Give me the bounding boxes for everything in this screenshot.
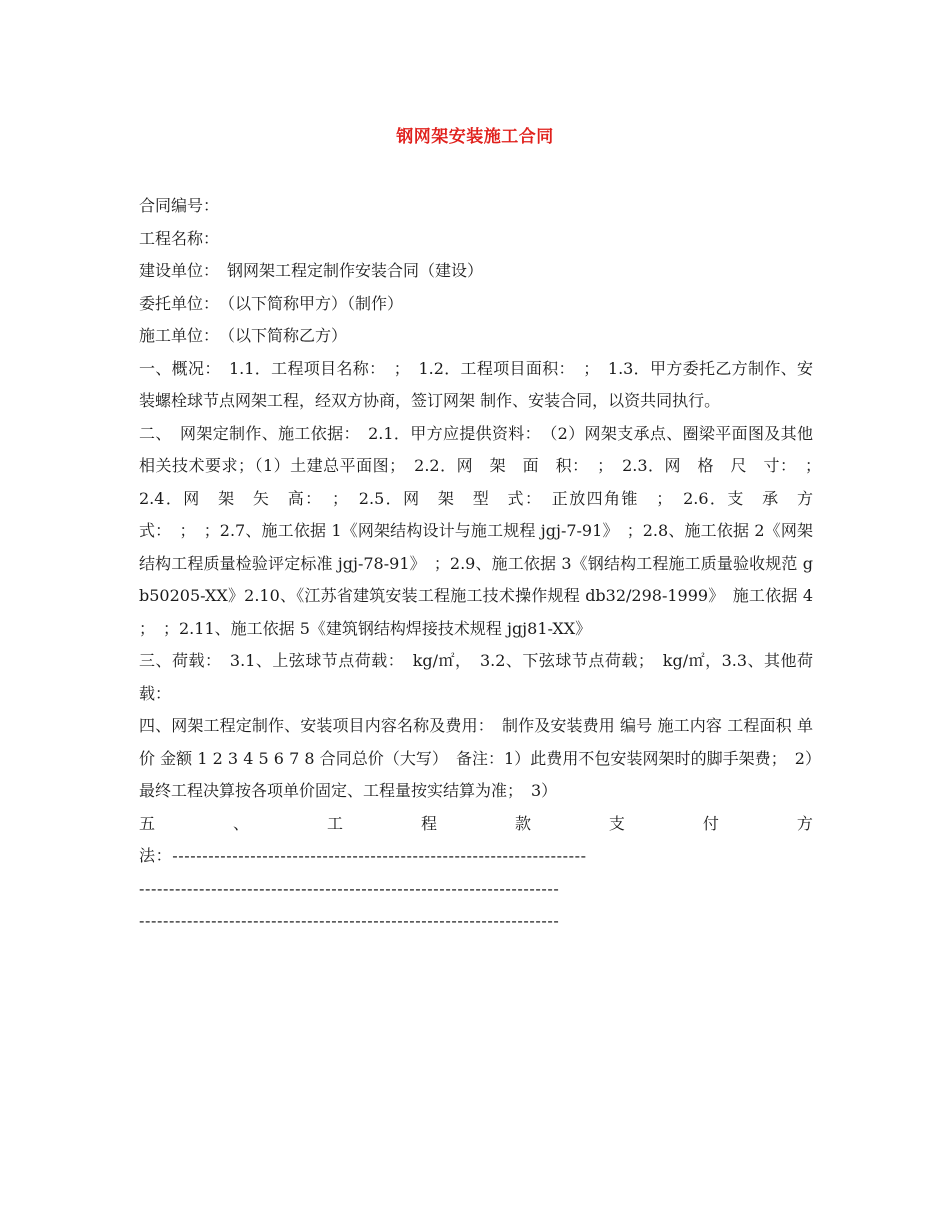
payment-method-label: 法： [139,846,173,865]
heading-char: 工 [326,813,343,833]
contract-title: 钢网架安装施工合同 [396,127,554,147]
section-loads: 三、荷载： 3.1、上弦球节点荷载： kg/㎡， 3.2、下弦球节点荷载； kg/㎡，3.3、其他荷载： [139,651,813,703]
heading-char: 、 [232,813,249,833]
heading-char: 付 [702,813,719,833]
contract-number-field: 合同编号： [139,196,220,215]
payment-method-line [139,840,813,873]
heading-char: 方 [796,813,813,833]
heading-char: 款 [514,813,531,833]
section-basis: 二、 网架定制作、施工依据： 2.1．甲方应提供资料： （2）网架支承点、圈梁平面图及其他相关技术要求；（1）土建总平面图； 2.2．网 架 面 积： ； 2.3．网 格 尺 寸： ； 2.4．网 架 矢 高： ； 2.5．网 架 型 式： 正放四角锥 ； 2.6．支 承 方 式： ； ；2.7、施工依据 1《网架结构设计与施工规程 jgj-7-91》 ；2.8、施工依据 2《网架结构工程质量检验评定标准 jgj-78-91》 ；2.9、施工依据 3《钢结构工程施工质量验收规范 gb50205-XX》2.10、《江苏省建筑安装工程施工技术操作规程 db32/298-1999》 施工依据 4 ； ；2.11、施工依据 5《建筑钢结构焊接技术规程 jgj81-XX》 [139,423,830,638]
contractor-unit-field: 施工单位： （以下简称乙方） [139,326,348,345]
fill-in-dashes: ---------------------------------------------------------------------- [139,878,560,898]
section-overview: 一、概况： 1.1．工程项目名称： ； 1.2．工程项目面积： ； 1.3．甲方委托乙方制作、安装螺栓球节点网架工程，经双方协商，签订网架 制作、安装合同，以资共同执行。 [139,358,813,410]
fill-in-dashes: --------------------------------------------------------------------- [172,846,587,865]
project-name-field: 工程名称： [139,228,220,248]
fill-in-dashes: ---------------------------------------------------------------------- [139,911,560,930]
heading-char: 支 [608,813,625,833]
construction-unit-field: 建设单位： 钢网架工程定制作安装合同（建设） [139,261,484,280]
heading-char: 五 [139,813,156,833]
section-items-and-costs: 四、网架工程定制作、安装项目内容名称及费用： 制作及安装费用 编号 施工内容 工程面积 单价 金额 1 2 3 4 5 6 7 8 合同总价（大写） 备注：1）此费用不包安装网架时的脚手架费； 2）最终工程决算按各项单价固定、工程量按实结算为准； 3） [139,716,813,800]
contract-body [139,190,830,938]
section-payment-heading [139,808,813,841]
entrusting-unit-field: 委托单位： （以下简称甲方）（制作） [139,293,404,313]
heading-char: 程 [420,813,437,833]
